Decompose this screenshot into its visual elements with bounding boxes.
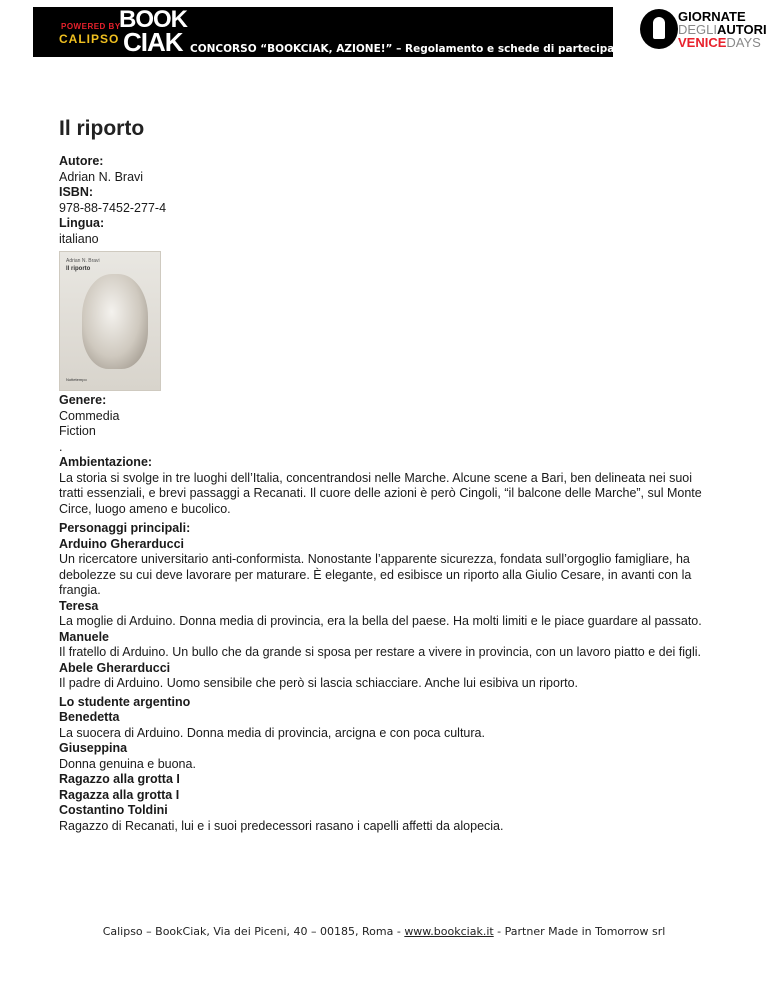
characters-section [59, 521, 709, 834]
genre-item: Commedia [59, 408, 120, 423]
logo-line-1: GIORNATE [678, 9, 746, 24]
logo-line-3: VENICEDAYS [678, 35, 761, 50]
footer-text: Calipso – BookCiak, Via dei Piceni, 40 – 00185, Roma - [102, 925, 405, 938]
isbn-label: ISBN: [59, 185, 94, 199]
logo-line-2: DEGLIAUTORI [678, 22, 767, 37]
bookciak-logo-ciak: CIAK [123, 27, 183, 57]
character-desc: La suocera di Arduino. Donna media di provincia, arcigna e con poca cultura. [59, 725, 485, 740]
header-banner [33, 6, 646, 57]
character-name: Giuseppina [59, 741, 128, 755]
cover-author: Adrian N. Bravi [66, 258, 100, 264]
giornate-degli-autori-logo [640, 9, 767, 59]
character-name: Abele Gherarducci [59, 660, 171, 675]
cover-title: Il riporto [66, 266, 91, 272]
characters-label: Personaggi principali: [59, 521, 191, 535]
book-metadata [59, 154, 709, 247]
language-value: italiano [59, 231, 99, 246]
character-name: Ragazzo alla grotta I [59, 772, 180, 786]
calipso-logo: CALIPSO [59, 32, 120, 46]
book-cover-image [59, 251, 161, 391]
cover-publisher: Nottetempo [66, 377, 87, 382]
banner-title: CONCORSO “BOOKCIAK, AZIONE!” – Regolamento e schede di partecipazione [190, 43, 646, 55]
character-name: Manuele [59, 629, 110, 644]
bookciak-logo-book: BOOK [119, 6, 187, 33]
author-value: Adrian N. Bravi [59, 169, 144, 184]
setting-text: La storia si svolge in tre luoghi dell’Italia, concentrandosi nelle Marche. Alcune scene a Bari, ben delineata nei suoi tratti essenziali, e brevi passaggi a Recanati. Il cuore delle azioni è però Cingoli, “il balcone delle Marche”, sul Monte Circe, luogo ameno e bucolico. [59, 470, 702, 516]
footer-partner: - Partner Made in Tomorrow srl [493, 925, 666, 938]
page-title: Il riporto [59, 117, 145, 140]
page-footer [0, 925, 768, 938]
character-desc: La moglie di Arduino. Donna media di provincia, era la bella del paese. Ha molti limiti e le piace guardare al passato. [59, 614, 702, 628]
isbn-value: 978-88-7452-277-4 [59, 200, 167, 215]
character-desc: Il padre di Arduino. Uomo sensibile che però si lascia schiacciare. Anche lui esibiva un riporto. [59, 676, 579, 690]
character-desc: Un ricercatore universitario anti-conformista. Nonostante l’apparente sicurezza, fondata sull’orgoglio famigliare, ha debolezze su cui deve lavorare per maturare. È elegante, ed esibisce un riporto alla Giulio Cesare, in avanti con la frangia. [59, 552, 692, 597]
character-desc: Donna genuina e buona. [59, 756, 196, 771]
character-name: Lo studente argentino [59, 694, 191, 709]
language-label: Lingua: [59, 216, 105, 230]
character-name: Benedetta [59, 710, 120, 724]
character-desc: Ragazzo di Recanati, lui e i suoi predecessori rasano i capelli affetti da alopecia. [59, 818, 504, 833]
genre-section [59, 393, 709, 517]
character-name: Ragazza alla grotta I [59, 787, 180, 802]
setting-label: Ambientazione: [59, 455, 153, 469]
character-desc: Il fratello di Arduino. Un bullo che da grande si sposa per restare a vivere in provincia, con un lavoro piatto e dei figli. [59, 645, 702, 659]
character-name: Costantino Toldini [59, 803, 168, 817]
separator-dot: . [59, 439, 63, 454]
lion-icon [640, 9, 678, 49]
author-label: Autore: [59, 154, 104, 168]
footer-website-link[interactable]: www.bookciak.it [404, 925, 494, 938]
character-name: Arduino Gherarducci [59, 536, 185, 551]
bust-illustration [82, 274, 148, 369]
character-name: Teresa [59, 598, 99, 613]
powered-by-label: POWERED BY [61, 22, 121, 31]
genre-label: Genere: [59, 393, 107, 407]
genre-item: Fiction [59, 424, 96, 438]
